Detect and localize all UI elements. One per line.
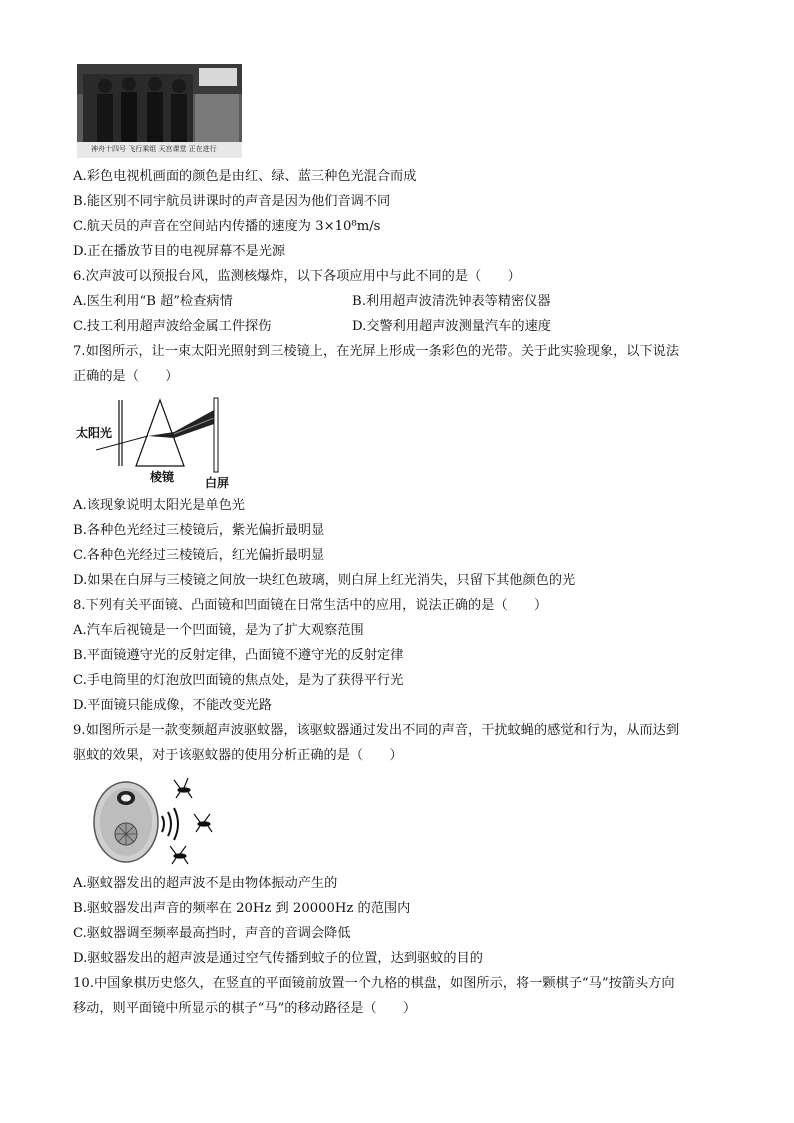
q5-option-b: B.能区别不同宇航员讲课时的声音是因为他们音调不同 <box>73 194 391 209</box>
fig-label-screen: 白屏 <box>205 476 230 490</box>
q6-option-c: C.技工利用超声波给金属工件探伤 <box>73 319 272 334</box>
q8-option-b: B.平面镜遵守光的反射定律，凸面镜不遵守光的反射定律 <box>73 648 404 663</box>
q7-option-d: D.如果在白屏与三棱镜之间放一块红色玻璃，则白屏上红光消失，只留下其他颜色的光 <box>73 573 576 588</box>
q8-option-d: D.平面镜只能成像，不能改变光路 <box>73 698 272 713</box>
fig-label-sun: 太阳光 <box>76 426 113 440</box>
q9-option-d: D.驱蚊器发出的超声波是通过空气传播到蚊子的位置，达到驱蚊的目的 <box>73 951 483 966</box>
prism-diagram <box>74 392 234 492</box>
q6-option-b: B.利用超声波清洗钟表等精密仪器 <box>352 294 551 309</box>
q7-option-a: A.该现象说明太阳光是单色光 <box>73 498 245 513</box>
q6-stem: 6.次声波可以预报台风，监测核爆炸，以下各项应用中与此不同的是（ ） <box>73 269 521 284</box>
q10-stem-line1: 10.中国象棋历史悠久，在竖直的平面镜前放置一个九格的棋盘，如图所示，将一颗棋子“马”按箭头方向 <box>73 976 675 991</box>
q8-option-c: C.手电筒里的灯泡放凹面镜的焦点处，是为了获得平行光 <box>73 673 404 688</box>
q6-option-a: A.医生利用“B 超”检查病情 <box>73 294 233 309</box>
q5-option-a: A.彩色电视机画面的颜色是由红、绿、蓝三种色光混合而成 <box>73 169 417 184</box>
astronaut-photo <box>77 64 242 158</box>
q7-option-b: B.各种色光经过三棱镜后，紫光偏折最明显 <box>73 523 325 538</box>
q5-option-c: C.航天员的声音在空间站内传播的速度为 3×10⁸m/s <box>73 219 381 234</box>
q7-option-c: C.各种色光经过三棱镜后，红光偏折最明显 <box>73 548 325 563</box>
q8-stem: 8.下列有关平面镜、凸面镜和凹面镜在日常生活中的应用，说法正确的是（ ） <box>73 598 548 613</box>
q9-option-c: C.驱蚊器调至频率最高挡时，声音的音调会降低 <box>73 926 351 941</box>
q10-stem-line2: 移动，则平面镜中所显示的棋子“马”的移动路径是（ ） <box>73 1001 417 1016</box>
q9-option-b: B.驱蚊器发出声音的频率在 20Hz 到 20000Hz 的范围内 <box>73 901 411 916</box>
q8-option-a: A.汽车后视镜是一个凹面镜，是为了扩大观察范围 <box>73 623 364 638</box>
fig-label-prism: 棱镜 <box>150 470 175 484</box>
photo-caption: 神舟十四号 飞行乘组 天宫课堂 正在进行 <box>91 145 217 153</box>
q7-stem-line1: 7.如图所示，让一束太阳光照射到三棱镜上，在光屏上形成一条彩色的光带。关于此实验现象，以下说法 <box>73 344 680 359</box>
q9-stem-line2: 驱蚊的效果，对于该驱蚊器的使用分析正确的是（ ） <box>73 748 403 763</box>
q7-stem-line2: 正确的是（ ） <box>73 369 179 384</box>
q9-stem-line1: 9.如图所示是一款变频超声波驱蚊器，该驱蚊器通过发出不同的声音，干扰蚊蝇的感觉和行为，从而达到 <box>73 723 680 738</box>
q5-option-d: D.正在播放节目的电视屏幕不是光源 <box>73 244 286 259</box>
q9-option-a: A.驱蚊器发出的超声波不是由物体振动产生的 <box>73 876 338 891</box>
q6-option-d: D.交警利用超声波测量汽车的速度 <box>352 319 551 334</box>
mosquito-repeller-image <box>88 776 218 868</box>
